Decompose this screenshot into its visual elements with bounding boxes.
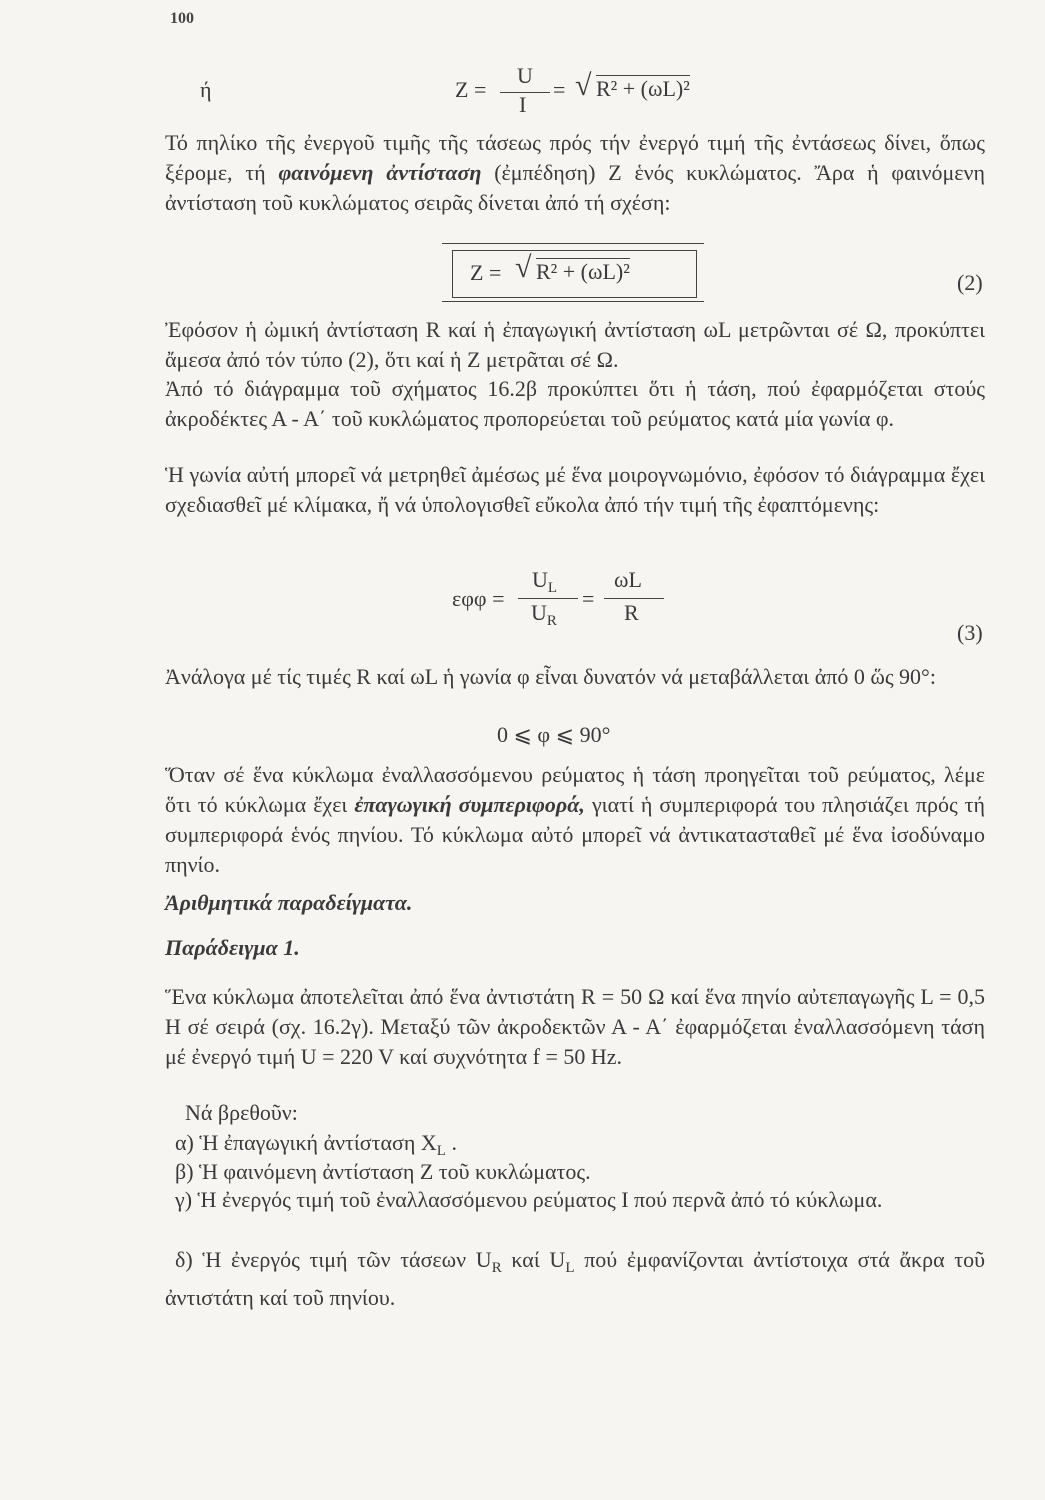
paragraph-2: Ἐφόσον ἡ ὠμική ἀντίσταση R καί ἡ ἐπαγωγική ἀντίσταση ωL μετρῶνται σέ Ω, προκύπτει ἄμεσα ἀπό τόν τύπο (2), ὅτι καί ἡ Z μετρᾶται σέ Ω.	[165, 317, 985, 372]
item-a-text: α) Ἡ ἐπαγωγική ἀντίσταση X	[175, 1130, 437, 1155]
equation-1	[200, 65, 760, 125]
eq3-num1	[532, 567, 557, 597]
eq2-radicand: R² + (ωL)²	[536, 259, 630, 284]
heading-example-1: Παράδειγμα 1.	[165, 935, 300, 960]
paragraph-6	[165, 760, 985, 880]
item-a-tail: .	[451, 1130, 457, 1155]
eq1-equals: =	[553, 77, 566, 102]
eq2-lhs: Z =	[470, 260, 502, 285]
paragraph-6-text: Ὅταν σέ ἕνα κύκλωμα ἐναλλασσόμενου ρεύματος ἡ τάση προηγεῖται τοῦ ρεύματος, λέμε ὅτι τό κύκλωμα ἔχει	[165, 762, 985, 817]
heading-examples: Ἀριθμητικά παραδείγματα.	[165, 890, 413, 915]
eq1-radical-sign: √	[575, 69, 592, 102]
eq2-number: (2)	[957, 270, 983, 295]
paragraph-1-bold: φαινόμενη ἀντίσταση	[278, 160, 482, 185]
eq3-num1-main: U	[532, 567, 548, 592]
item-d-text-2: καί U	[511, 1247, 566, 1272]
item-d-text-1: δ) Ἡ ἐνεργός τιμή τῶν τάσεων U	[175, 1247, 492, 1272]
item-b: β) Ἡ φαινόμενη ἀντίσταση Z τοῦ κυκλώματος.	[175, 1159, 591, 1184]
eq1-num: U	[517, 63, 533, 88]
eq2-box-top-line	[442, 243, 704, 244]
paragraph-3: Ἀπό τό διάγραμμα τοῦ σχήματος 16.2β προκύπτει ὅτι ἡ τάση, πού ἐφαρμόζεται στούς ἀκροδέκτες Α - Α΄ τοῦ κυκλώματος προπορεύεται τοῦ ρεύματος κατά μία γωνία φ.	[165, 376, 985, 431]
equation-2	[470, 251, 700, 295]
eq3-lhs: εφφ =	[452, 586, 505, 611]
item-d-text-3: πού ἐμφανίζονται ἀντίστοιχα στά ἄκρα τοῦ ἀντιστάτη καί τοῦ πηνίου.	[165, 1247, 986, 1310]
item-d	[165, 1245, 985, 1313]
eq3-den1	[531, 600, 557, 630]
item-d-sub-2: L	[565, 1260, 575, 1276]
paragraph-8: Νά βρεθοῦν:	[185, 1100, 298, 1125]
paragraph-6-bold: ἐπαγωγική συμπεριφορά,	[354, 792, 585, 817]
eq1-or: ή	[200, 77, 212, 102]
page-number: 100	[170, 10, 194, 27]
eq1-lhs: Z =	[455, 77, 487, 102]
eq3-den2: R	[624, 600, 639, 625]
paragraph-1-text: Τό πηλίκο τῆς ἐνεργοῦ τιμῆς τῆς τάσεως πρός τήν ἐνεργό τιμή τῆς ἐντάσεως δίνει, ὅπως ξέρομε, τή	[165, 130, 985, 185]
eq2-radical-sign: √	[515, 251, 532, 284]
paragraph-6-tail: γιατί ἡ συμπεριφορά του πλησιάζει πρός τή συμπεριφορά ἑνός πηνίου. Τό κύκλωμα αὐτό μπορεῖ νά ἀντικατασταθεῖ μέ ἕνα ἰσοδύναμο πηνίο.	[165, 792, 986, 877]
paragraph-5: Ἀνάλογα μέ τίς τιμές R καί ωL ἡ γωνία φ εἶναι δυνατόν νά μεταβάλλεται ἀπό 0 ὥς 90°:	[165, 664, 936, 689]
eq2-box-bottom-line	[442, 301, 704, 302]
equation-3	[452, 562, 682, 637]
equation-4: 0 ⩽ φ ⩽ 90°	[497, 722, 611, 747]
paragraph-7: Ἕνα κύκλωμα ἀποτελεῖται ἀπό ἕνα ἀντιστάτη R = 50 Ω καί ἕνα πηνίο αὐτεπαγωγῆς L = 0,5 H σέ σειρά (σχ. 16.2γ). Μεταξύ τῶν ἀκροδεκτῶν Α - Α΄ ἐφαρμόζεται ἐναλλασσόμενη τάση μέ ἐνεργό τιμή U = 220 V καί συχνότητα f = 50 Hz.	[165, 984, 985, 1069]
eq3-den1-sub: R	[546, 613, 557, 629]
item-d-sub-1: R	[491, 1260, 502, 1276]
paragraph-1-tail: (ἐμπέδηση) Z ἑνός κυκλώματος. Ἄρα ἡ φαινόμενη ἀντίσταση τοῦ κυκλώματος σειρᾶς δίνεται ἀπό τή σχέση:	[165, 160, 985, 215]
eq3-num2: ωL	[614, 567, 642, 592]
eq3-fraction-bar-2	[604, 598, 664, 599]
eq1-den: I	[519, 92, 527, 117]
eq3-equals: =	[582, 586, 595, 611]
paragraph-1	[165, 128, 985, 218]
item-a-sub: L	[436, 1143, 446, 1159]
eq3-fraction-bar-1	[518, 598, 578, 599]
eq3-den1-main: U	[531, 600, 547, 625]
item-c: γ) Ἡ ἐνεργός τιμή τοῦ ἐναλλασσόμενου ρεύματος I πού περνᾶ ἀπό τό κύκλωμα.	[175, 1187, 883, 1212]
eq3-number: (3)	[957, 620, 983, 645]
eq3-num1-sub: L	[547, 580, 558, 596]
paragraph-4: Ἡ γωνία αὐτή μπορεῖ νά μετρηθεῖ ἀμέσως μέ ἕνα μοιρογνωμόνιο, ἐφόσον τό διάγραμμα ἔχει σχεδιασθεῖ μέ κλίμακα, ἤ νά ὑπολογισθεῖ εὔκολα ἀπό τήν τιμή τῆς ἐφαπτόμενης:	[165, 462, 985, 517]
eq1-radicand: R² + (ωL)²	[596, 76, 690, 101]
